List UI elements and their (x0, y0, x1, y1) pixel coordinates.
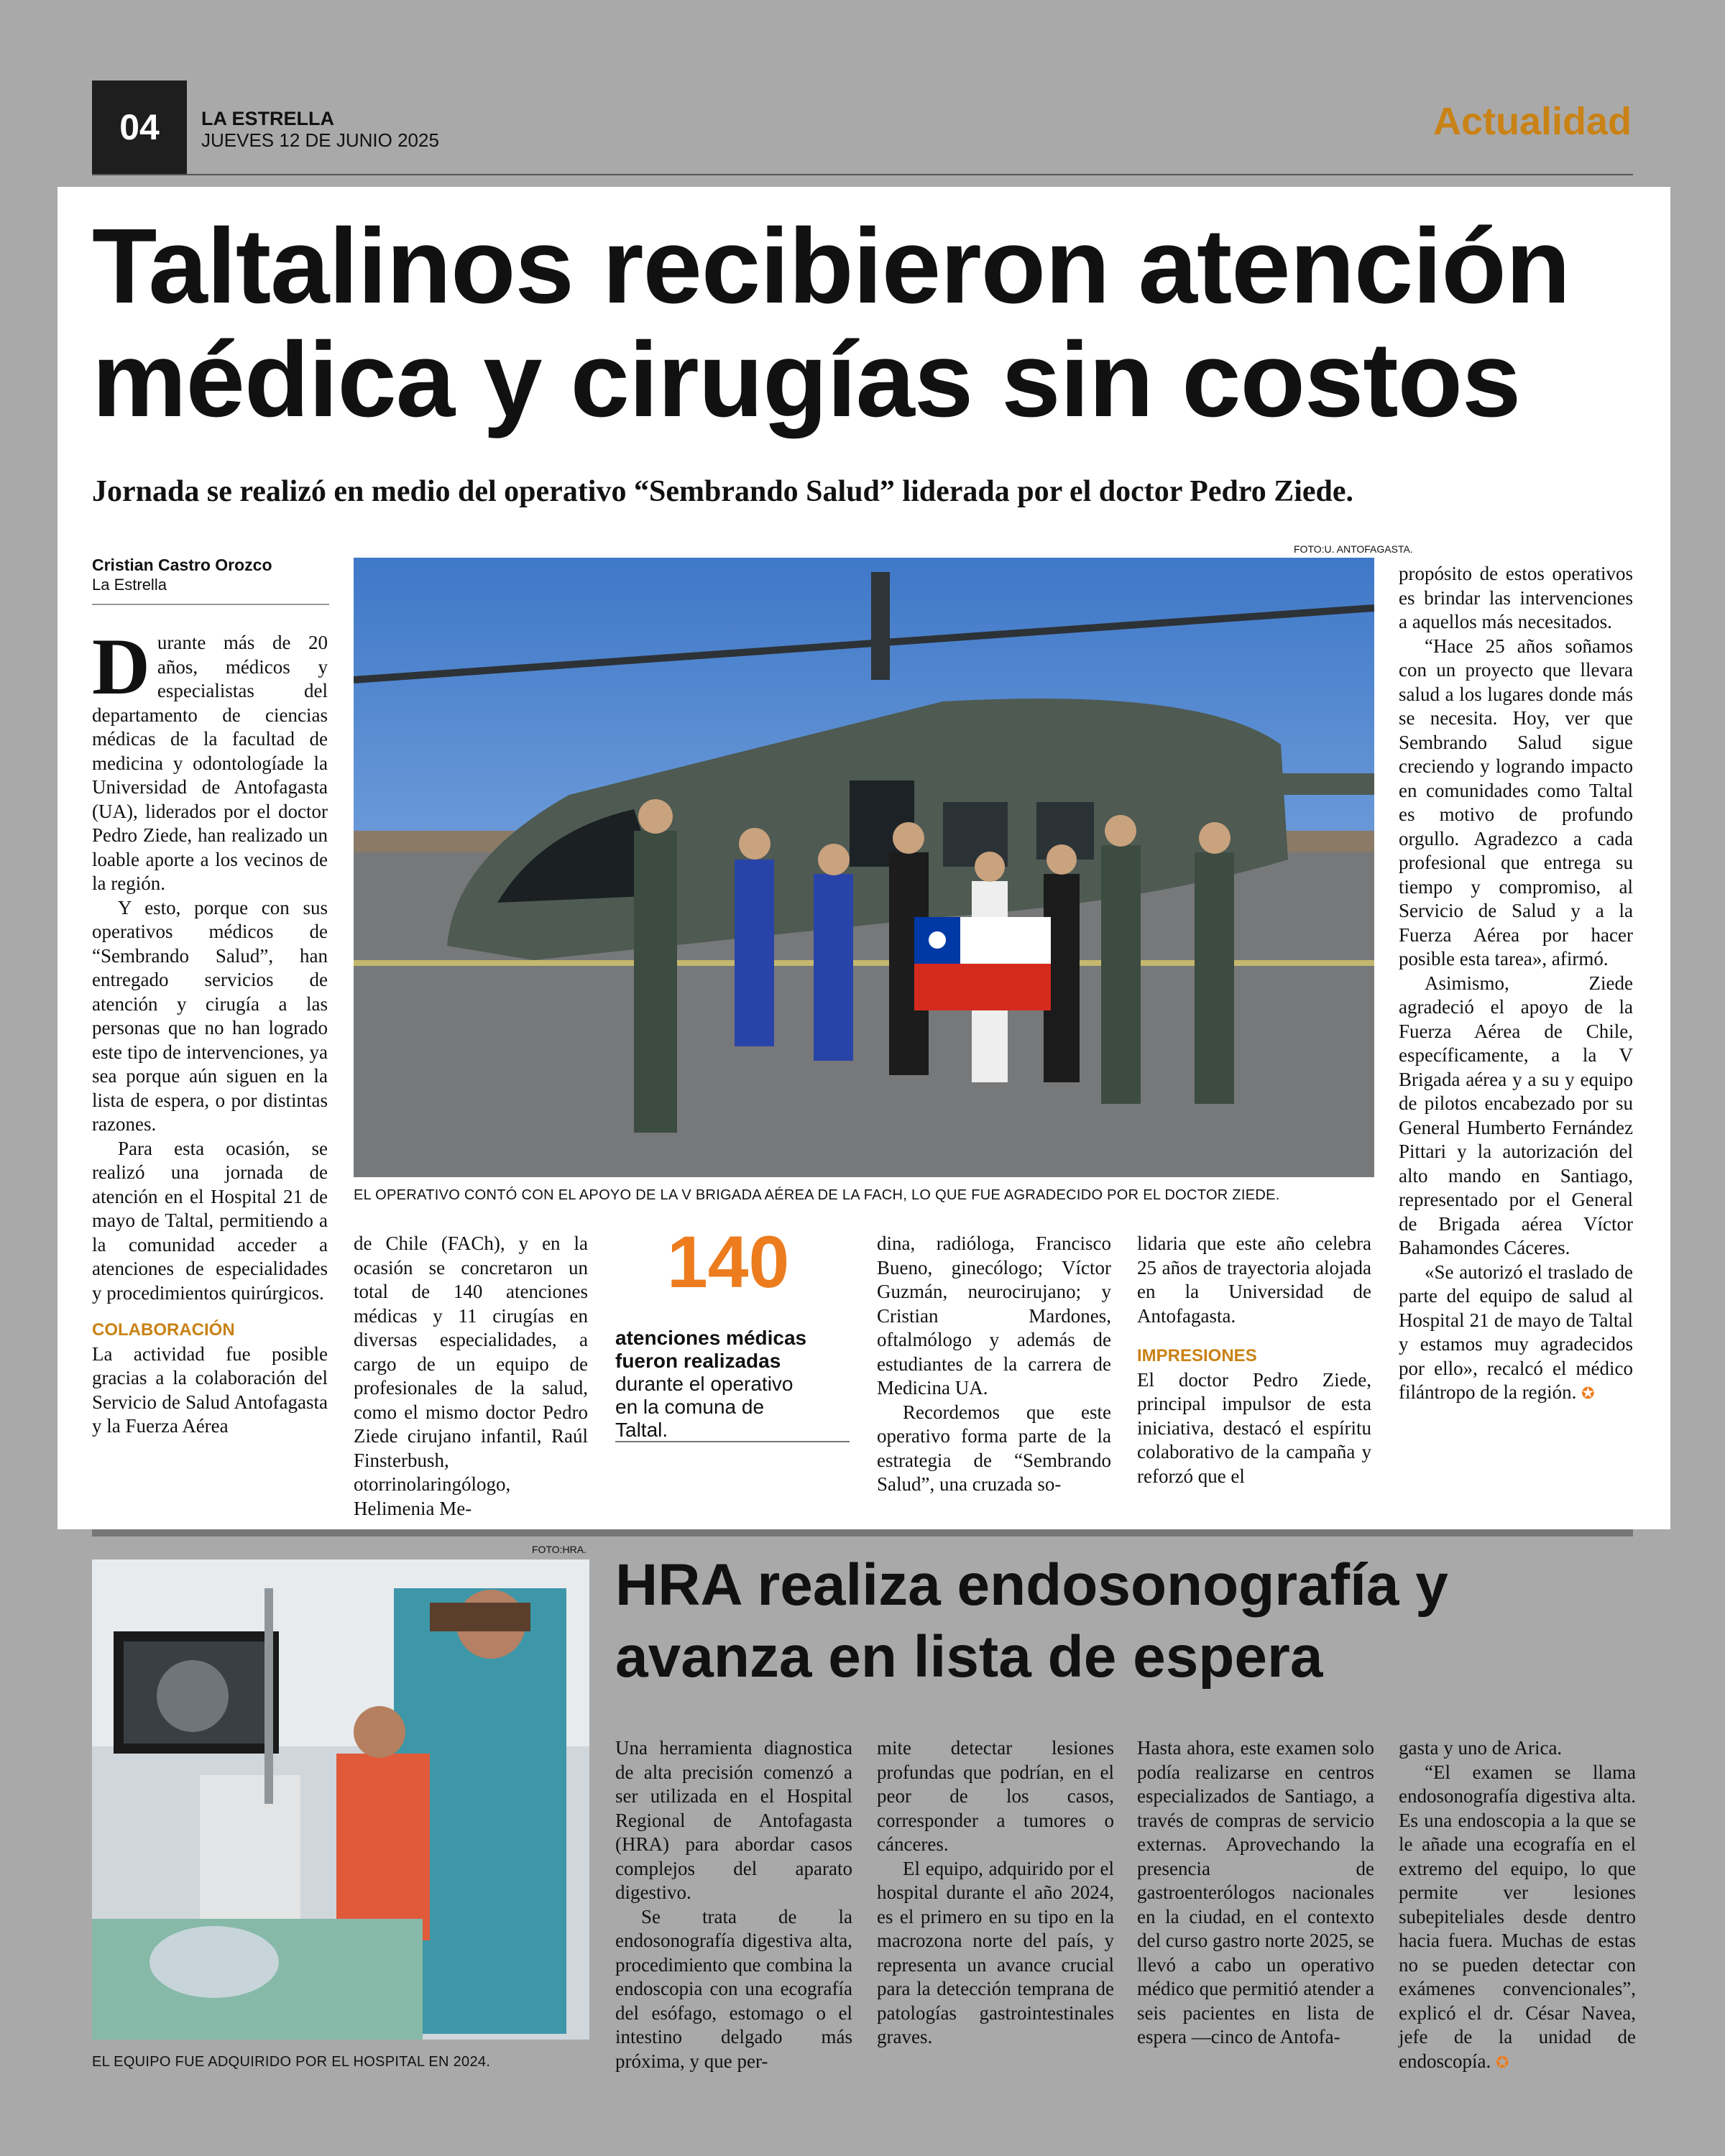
byline-author: Cristian Castro Orozco (92, 556, 272, 574)
paragraph-text: urante más de 20 años, médicos y especialistas del departamento de ciencias médicas de la facultad de medicina y odontologíade la Universidad de Antofagasta (UA), liderados por el doctor Pedro Ziede, han realizado un loable aporte a los vecinos de la región. (92, 632, 328, 894)
paragraph: Una herramienta diagnostica de alta precisión comenzó a ser utilizada en el Hospital Regional de Antofagasta (HRA) para abordar casos complejos del aparato digestivo. (615, 1737, 852, 1903)
paragraph: lidaria que este año celebra 25 años de trayectoria alojada en la Universidad de Antofagasta. (1137, 1233, 1371, 1327)
photo-credit: FOTO:HRA. (532, 1544, 586, 1555)
article-column-5 (1399, 562, 1633, 1406)
stat-divider (615, 1441, 850, 1442)
photo-credit: FOTO:U. ANTOFAGASTA. (1294, 543, 1413, 555)
paragraph: Para esta ocasión, se realizó una jornada de atención en el Hospital 21 de mayo de Taltal, permitiendo a la comunidad acceder a atenciones de especialidades y procedimientos quirúrgicos. (92, 1137, 328, 1304)
section-label: Actualidad (1432, 100, 1632, 143)
helicopter-group-photo (354, 558, 1374, 1177)
article-divider (92, 1529, 1633, 1537)
article-column-4 (1399, 1736, 1636, 2074)
paragraph: Asimismo, Ziede agradeció el apoyo de la Fuerza Aérea de Chile, específicamente, a la V Brigada aérea y a su y equipo de pilotos encabezado por su General Humberto Fernández Pittari y la autorización del alto mando en Santiago, representado por el General de Brigada aérea Víctor Bahamondes Cáceres. (1399, 972, 1633, 1258)
stat-number: 140 (667, 1221, 790, 1303)
photo-caption: EL EQUIPO FUE ADQUIRIDO POR EL HOSPITAL EN 2024. (92, 2054, 491, 2070)
chilean-flag (914, 917, 1051, 1010)
subhead-colaboracion: COLABORACIÓN (92, 1320, 235, 1340)
article-column-4 (1137, 1232, 1371, 1488)
paragraph: propósito de estos operativos es brindar las intervenciones a aquellos más necesitados. (1399, 563, 1633, 632)
helicopter-illustration (354, 558, 1374, 1177)
page-number: 04 (92, 80, 187, 174)
paragraph: “Hace 25 años soñamos con un proyecto que llevara salud a los lugares donde más se necesita. Hoy, ver que Sembrando Salud sigue creciendo y logrando impacto en comunidades como Taltal es motivo de profundo orgullo. Agradezco a cada profesional que entrega su tiempo y compromiso, al Servicio de Salud y a la Fuerza Aérea por hacer posible esta tarea», afirmó. (1399, 635, 1633, 969)
photo-caption: EL OPERATIVO CONTÓ CON EL APOYO DE LA V BRIGADA AÉREA DE LA FACH, LO QUE FUE AGRADECIDO POR EL DOCTOR ZIEDE. (354, 1187, 1280, 1203)
publication-date: JUEVES 12 DE JUNIO 2025 (201, 129, 439, 151)
stat-label (615, 1327, 816, 1442)
paragraph: Hasta ahora, este examen solo podía realizarse en centros especializados de Santiago, a través de compras de servicio externas. Aprovechando la presencia de gastroenterólogos nacionales en la ciudad, en el contexto del curso gastro norte 2025, se llevó a cabo un operativo médico que permitió atender a seis pacientes en lista de espera —cinco de Antofa- (1137, 1737, 1374, 2047)
paragraph-text: «Se autorizó el traslado de parte del equipo de salud al Hospital 21 de mayo de Taltal y estamos muy agradecidos por ello», recalcó el médico filántropo de la región. (1399, 1261, 1633, 1403)
article-column-3 (877, 1232, 1111, 1497)
article-headline: Taltalinos recibieron atención médica y cirugías sin costos (92, 207, 1570, 439)
article-column-2 (877, 1736, 1114, 2050)
paragraph: El equipo, adquirido por el hospital durante el año 2024, es el primero en su tipo en la macrozona norte del país, y representa un avance crucial para la detección temprana de patologías gastrointestinales graves. (877, 1857, 1114, 2047)
publication-name: LA ESTRELLA (201, 108, 334, 129)
paragraph-text: “El examen se llama endosonografía digestiva alta. Es una endoscopia a la que se le añade una ecografía en el extremo del equipo, lo que permite ver lesiones subepiteliales desde dentro hacia fuera. Muchas de estas no se pueden detectar con exámenes convencionales”, explicó el dr. César Navea, jefe de la unidad de endoscopía. (1399, 1761, 1636, 2072)
paragraph: de Chile (FACh), y en la ocasión se concretaron un total de 140 atenciones médicas y 11 cirugías en diversas especialidades, a cargo de un equipo de profesionales de la salud, como el mismo doctor Pedro Ziede cirujano infantil, Raúl Finsterbush, otorrinolaringólogo, Helimenia Me- (354, 1233, 588, 1519)
byline-divider (92, 604, 329, 605)
byline-outlet: La Estrella (92, 576, 167, 594)
paragraph: Recordemos que este operativo forma parte de la estrategia de “Sembrando Salud”, una cruzada so- (877, 1401, 1111, 1495)
paragraph: Y esto, porque con sus operativos médicos de “Sembrando Salud”, han entregado servicios de atención y cirugía a las personas que no han logrado este tipo de intervenciones, ya sea porque aún siguen en la lista de espera, o por distintas razones. (92, 896, 328, 1135)
article-column-1 (92, 622, 328, 1439)
end-mark-icon: ✪ (1581, 1384, 1595, 1402)
drop-cap: D (92, 622, 150, 711)
paragraph: Se trata de la endosonografía digestiva alta, procedimiento que combina la endoscopia con una ecografía del esófago, estomago o el intestino delgado más próxima, y que per- (615, 1905, 852, 2072)
stat-label-bold: atenciones médicas fueron realizadas (615, 1327, 807, 1372)
article-deck: Jornada se realizó en medio del operativo “Sembrando Salud” liderada por el doctor Pedro Ziede. (92, 475, 1354, 508)
header-divider (92, 174, 1633, 175)
endoscopy-photo (92, 1560, 589, 2040)
paragraph (1399, 1761, 1636, 2075)
paragraph: La actividad fue posible gracias a la colaboración del Servicio de Salud Antofagasta y la Fuerza Aérea (92, 1342, 328, 1437)
article-column-3 (1137, 1736, 1374, 2050)
paragraph (1399, 1261, 1633, 1406)
endoscopy-illustration (92, 1560, 589, 2040)
paragraph: dina, radióloga, Francisco Bueno, ginecólogo; Víctor Guzmán, neurocirujano; y Cristian Mardones, oftalmólogo y además de estudiantes de la carrera de Medicina UA. (877, 1233, 1111, 1399)
end-mark-icon: ✪ (1495, 2053, 1509, 2071)
paragraph: gasta y uno de Arica. (1399, 1737, 1563, 1759)
paragraph (92, 622, 328, 896)
article-column-2 (354, 1232, 588, 1521)
article-column-1 (615, 1736, 852, 2073)
stat-label-rest: durante el operativo en la comuna de Taltal. (615, 1373, 794, 1441)
paragraph: mite detectar lesiones profundas que podrían, en el peor de los casos, corresponder a tumores o cánceres. (877, 1737, 1114, 1855)
subhead-impresiones: IMPRESIONES (1137, 1346, 1257, 1365)
paragraph: El doctor Pedro Ziede, principal impulsor de esta iniciativa, destacó el espíritu colaborativo de la campaña y reforzó que el (1137, 1368, 1371, 1487)
article-headline: HRA realiza endosonografía y avanza en lista de espera (615, 1552, 1448, 1690)
